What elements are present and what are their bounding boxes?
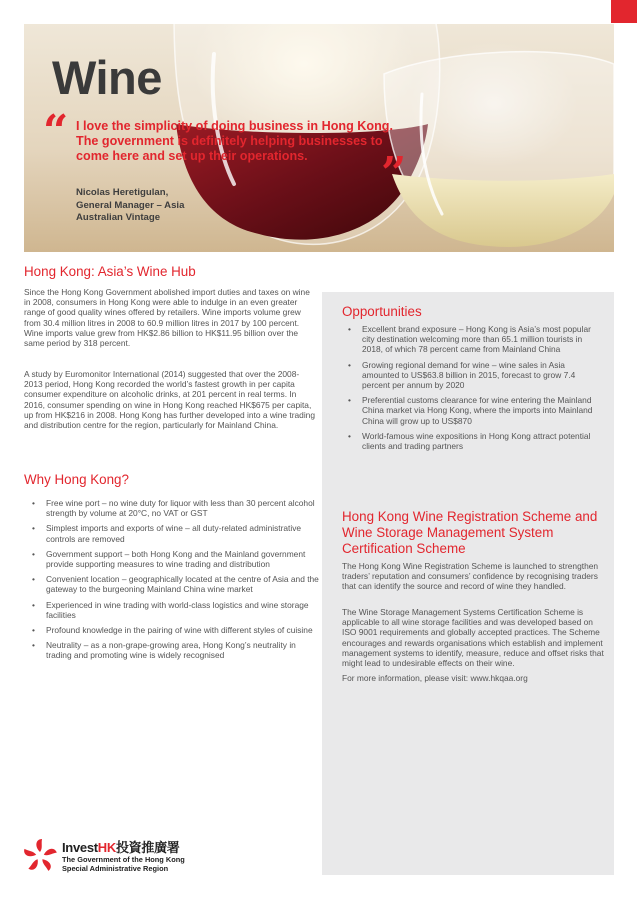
why-hong-kong-list	[24, 498, 322, 666]
list-item: • Neutrality – as a non-grape-growing area, Hong Kong’s neutrality in trading and promoting wine is widely recognised	[32, 640, 296, 661]
government-line: Special Administrative Region	[62, 864, 169, 873]
hero-banner	[24, 24, 614, 252]
opportunities-list	[322, 324, 604, 456]
list-item: • Experienced in wine trading with world-class logistics and wine storage facilities	[32, 599, 309, 620]
corner-accent	[611, 0, 637, 23]
list-item: • Growing regional demand for wine – wine sales in Asia amounted to US$63.8 billion in 2015, forecast to grow 7.4 percent per annum by 2020	[348, 359, 576, 391]
list-item: • Excellent brand exposure – Hong Kong is Asia’s most popular city destination welcoming more than 65.1 million tourists in 2018, of which 78 percent came from Mainland China	[348, 324, 591, 355]
bauhinia-logo-icon	[22, 838, 58, 874]
attribution-company: Australian Vintage	[76, 212, 161, 223]
page-title: Wine	[52, 51, 162, 104]
investhk-brand	[62, 837, 179, 856]
registration-paragraph: The Wine Storage Management Systems Certification Scheme is applicable to all wine storage facilities and was developed based on ISO 9001 requirements and globally accepted practices. The Scheme encourages and rewards organisations which establish and implement management systems to identify, measure, reduce and offset risks that might lead to undesirable effects on their wine.	[342, 607, 604, 669]
brand-hk: HK	[97, 840, 116, 855]
testimonial-quote: I love the simplicity of doing business in Hong Kong. The government is definitely helping businesses to come here and set up their operations.	[76, 119, 393, 163]
wine-hub-paragraph: A study by Euromonitor International (2014) suggested that over the 2008-2013 period, Hong Kong recorded the world’s fastest growth in per capita consumer expenditure on alcoholic drinks, at 201 percent in real terms. In 2016, consumer spending on wine in Hong Kong reached HK$675 per capita, up from HK$216 in 2008. Hong Kong has further developed into a wine trading and distribution centre for the region, particularly for Mainland China.	[24, 369, 315, 431]
government-line: The Government of the Hong Kong	[62, 855, 185, 864]
attribution-name: Nicolas Heretigulan,	[76, 187, 169, 198]
more-info-link-text[interactable]: For more information, please visit: www.hkqaa.org	[342, 673, 528, 683]
section-heading-opportunities: Opportunities	[342, 304, 422, 319]
section-heading-registration-scheme: Hong Kong Wine Registration Scheme and Wine Storage Management System Certification Scheme	[342, 509, 598, 556]
wine-hub-paragraph: Since the Hong Kong Government abolished import duties and taxes on wine in 2008, consumers in Hong Kong were able to indulge in an even greater range of good quality wines offered by retailers. Wine imports volume grew from 30.4 million litres in 2008 to 60.9 million litres in 2017 by 100 percent. Wine imports value grew from HK$2.86 billion to HK$11.95 billion over the same period by 318 percent.	[24, 287, 310, 349]
section-heading-wine-hub: Hong Kong: Asia’s Wine Hub	[24, 264, 196, 279]
list-item: • Preferential customs clearance for wine entering the Mainland China market via Hong Kong, where the imports into Mainland China will grow up to US$870	[348, 395, 593, 426]
list-item: • Profound knowledge in the pairing of wine with different styles of cuisine	[32, 625, 313, 636]
list-item: • World-famous wine expositions in Hong Kong attract potential clients and trading partners	[348, 430, 591, 452]
close-quote-icon: ”	[381, 148, 407, 199]
brand-chinese: 投資推廣署	[115, 840, 180, 855]
brand-invest: Invest	[62, 840, 98, 855]
list-item: • Free wine port – no wine duty for liquor with less than 30 percent alcohol strength by volume at 20°C, no VAT or GST	[32, 498, 315, 519]
government-label	[62, 855, 185, 873]
quote-attribution	[76, 187, 246, 225]
list-item: • Simplest imports and exports of wine – all duty-related administrative controls are removed	[32, 523, 302, 544]
open-quote-icon: “	[43, 106, 69, 157]
attribution-title: General Manager – Asia	[76, 199, 185, 211]
list-item: • Government support – both Hong Kong and the Mainland government provide supporting measures to wine trading and distribution	[32, 548, 306, 570]
section-heading-why-hong-kong: Why Hong Kong?	[24, 472, 129, 487]
registration-paragraph: The Hong Kong Wine Registration Scheme is launched to strengthen traders’ reputation and consumers’ confidence by recognising traders that can identify the source and record of wine they handled.	[342, 561, 599, 592]
list-item: • Convenient location – geographically located at the centre of Asia and the gateway to the burgeoning Mainland China wine market	[32, 574, 319, 595]
